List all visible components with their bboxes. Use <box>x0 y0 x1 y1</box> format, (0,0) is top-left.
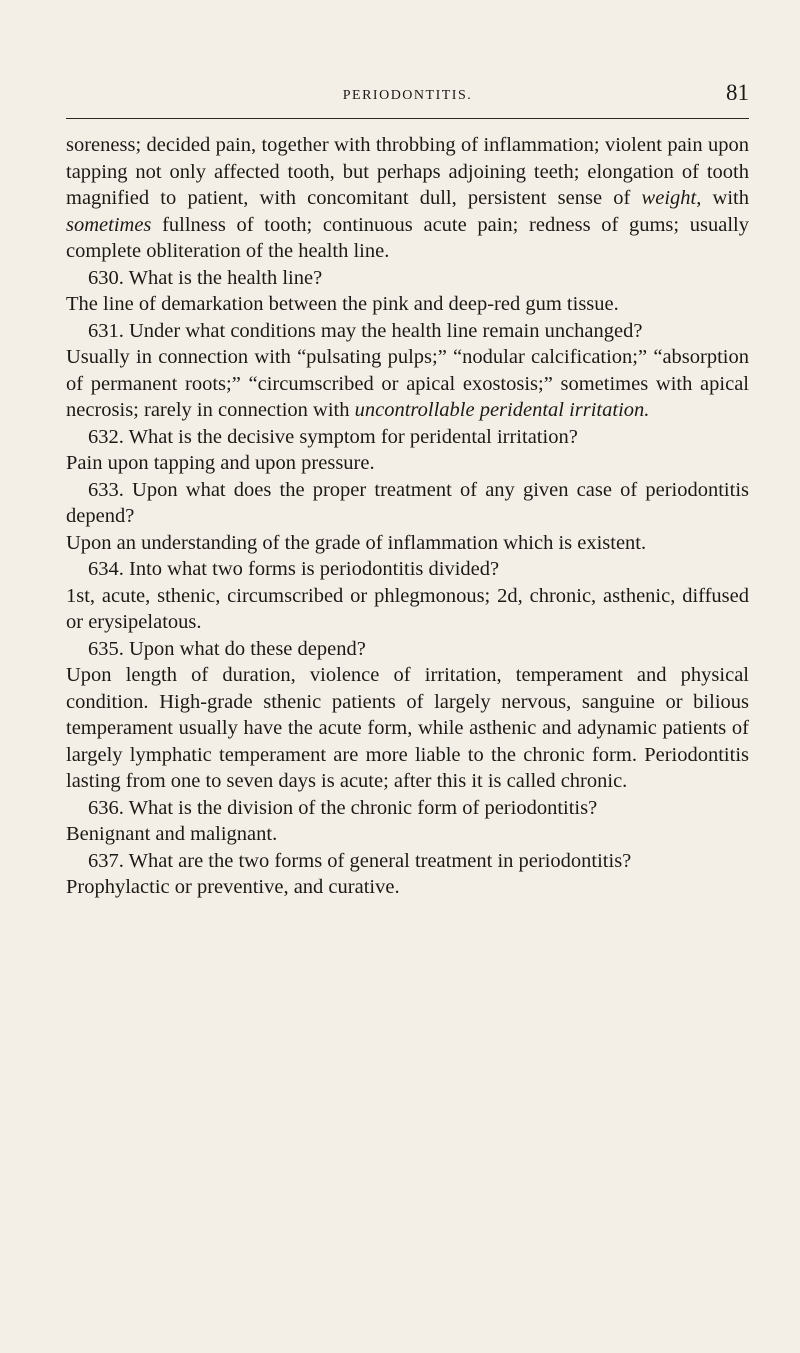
answer-635: Upon length of duration, violence of irritation, temperament and physical condition. High-grade sthenic patients of largely nervous, sanguine or bilious temperament usually have the acute form, while asthenic and adynamic patients of largely lymphatic temperament are more liable to the chronic form. Periodontitis lasting from one to seven days is acute; after this it is called chronic. <box>66 664 749 792</box>
emphasis-text: uncontrollable peridental irritation. <box>354 399 650 421</box>
answer-633: Upon an understanding of the grade of inflammation which is existent. <box>66 531 647 554</box>
question-636: 636. What is the division of the chronic form of periodontitis? <box>88 796 598 819</box>
answer-continued <box>66 132 749 265</box>
question-637: 637. What are the two forms of general treatment in periodontitis? <box>88 849 632 872</box>
page-number: 81 <box>726 80 749 105</box>
question-634: 634. Into what two forms is periodontitis divided? <box>88 558 500 580</box>
question-633: 633. Upon what does the proper treatment of any given case of periodontitis depend? <box>66 478 749 527</box>
body-text <box>66 132 749 901</box>
running-title: PERIODONTITIS. <box>342 88 473 103</box>
answer-text: Usually in connection with “pulsating pulps;” “nodular calcification;” “absorption of permanent roots;” “circumscribed or apical exostosis;” sometimes with apical necrosis; rarely in connection with <box>66 346 749 421</box>
running-head <box>66 78 749 119</box>
answer-text: soreness; decided pain, together with throbbing of inflammation; violent pain upon tapping not only affected tooth, but perhaps adjoining teeth; elongation of tooth magnified to patient, with concomitant dull, persistent sense of <box>66 134 749 209</box>
answer-636: Benignant and malignant. <box>66 823 278 845</box>
emphasis-text: sometimes <box>66 213 152 236</box>
question-631: 631. Under what conditions may the health line remain unchanged? <box>88 319 643 342</box>
answer-632: Pain upon tapping and upon pressure. <box>66 452 375 474</box>
question-630: 630. What is the health line? <box>88 266 323 289</box>
answer-text: , with <box>696 187 749 209</box>
question-635: 635. Upon what do these depend? <box>88 637 366 660</box>
question-632: 632. What is the decisive symptom for peridental irritation? <box>88 425 578 448</box>
answer-637: Prophylactic or preventive, and curative. <box>66 876 400 898</box>
answer-631 <box>66 344 749 424</box>
answer-630: The line of demarkation between the pink and deep-red gum tissue. <box>66 293 619 315</box>
answer-634: 1st, acute, sthenic, circumscribed or phlegmonous; 2d, chronic, asthenic, diffused or erysipelatous. <box>66 584 749 633</box>
emphasis-text: weight <box>641 187 697 209</box>
answer-text: fullness of tooth; continuous acute pain; redness of gums; usually complete obliteration of the health line. <box>66 213 749 262</box>
